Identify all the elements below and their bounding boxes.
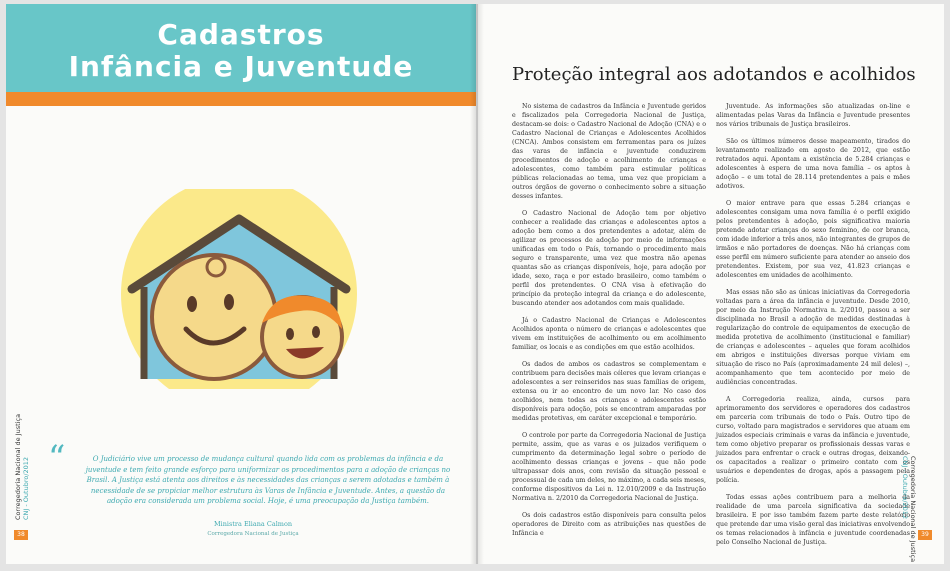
right-running-head bbox=[901, 456, 917, 562]
paragraph: São os últimos números desse mapeamento, tirados do levantamento realizado em agosto de 2012, que estão retratados aqui. Apontam a existência de 5.284 crianças e adolescentes à espera de uma nova família – os aptos à adoção – e um total de 28.114 pretendentes a pais e mães adotivos. bbox=[716, 138, 910, 190]
author-name: Ministra Eliana Calmon bbox=[213, 520, 293, 528]
article-column-2 bbox=[716, 102, 910, 555]
page-number-right: 39 bbox=[918, 530, 932, 540]
pull-quote: O Judiciário vive um processo de mudança cultural quando lida com os problemas da infância e da juventude e tem feito grande esforço para uniformizar os procedimentos para a adoção de crianças no Brasil. A Justiça está atenta aos direitos e às necessidades das crianças a serem adotadas e também à necessidade de se propiciar melhor estrutura às Varas de Infância e Juventude. Antes, a questão da adoção era considerada um problema social. Hoje, é uma preocupação da Justiça também. bbox=[85, 455, 451, 506]
article-title: Proteção integral aos adotandos e acolhidos bbox=[512, 64, 916, 85]
paragraph: Todas essas ações contribuem para a melhoria da realidade de uma parcela significativa da sociedade brasileira. E por isso também fazem parte deste relatório que pretende dar uma visão geral das iniciativas envolvendo os temas relacionados à infância e juventude coordenadas pelo Conselho Nacional de Justiça. bbox=[716, 494, 910, 546]
paragraph: Já o Cadastro Nacional de Crianças e Adolescentes Acolhidos aponta o número de crianças e adolescentes que vivem em instituições de acolhimento ou em acolhimento familiar, os locais e as condições em que estão acolhidos. bbox=[512, 317, 706, 351]
paragraph: Juventude. As informações são atualizadas on-line e alimentadas pelas Varas da Infância e Juventude presentes nos vários tribunais de Justiça brasileiros. bbox=[716, 103, 910, 128]
paragraph: No sistema de cadastros da Infância e Juventude geridos e fiscalizados pela Corregedoria Nacional de Justiça, destacam-se dois: o Cadastro Nacional de Adoção (CNA) e o Cadastro Nacional de Crianças e Adolescentes Acolhidos (CNCA). Ambos consistem em ferramentas para os juízes das varas de infância e juventude conduzirem procedimentos de adoção e acolhimento de crianças e adolescentes, como também para estimular políticas públicas relacionadas ao tema, uma vez que propiciam a outros órgãos de governo o conhecimento sobre a situação desses infantes. bbox=[512, 103, 706, 200]
banner-stripe bbox=[6, 92, 476, 106]
paragraph: O controle por parte da Corregedoria Nacional de Justiça permite, assim, que as varas e os juizados verifiquem o cumprimento da determinação legal sobre o período de acolhimento dessas crianças e jovens – que não pode ultrapassar dois anos, com revisão da situação pessoal e processual de cada um deles, no máximo, a cada seis meses, conforme dispositivos da Lei n. 12.010/2009 e da Instrução Normativa n. 2/2010 da Corregedoria Nacional de Justiça. bbox=[512, 432, 706, 502]
paragraph: O Cadastro Nacional de Adoção tem por objetivo conhecer a realidade das crianças e adolescentes aptos a adoção bem como a dos pretendentes a adotar, além de agilizar os processos de adoção por meio de informações unificadas em todo o País, tornando o procedimento mais seguro e transparente, uma vez que mostra não apenas quantas são as crianças disponíveis, hoje, para adoção por idade, sexo, raça e por estado brasileiro, como também o perfil dos pretendentes. O CNA visa à efetivação do princípio da proteção integral da criança e do adolescente, buscando atender aos adotandos com mais qualidade. bbox=[512, 210, 706, 307]
author-role: Corregedora Nacional de Justiça bbox=[207, 531, 299, 537]
running-head-subtitle: CNJ - Outubro/2012 bbox=[22, 456, 30, 520]
gutter-shadow bbox=[470, 4, 484, 564]
left-page bbox=[6, 4, 476, 564]
running-head-title: Corregedoria Nacional de Justiça bbox=[14, 413, 22, 520]
article-column-1 bbox=[512, 102, 706, 546]
left-running-head bbox=[14, 414, 30, 520]
running-head-subtitle: CNJ - Outubro/2012 bbox=[901, 456, 909, 520]
page-number-left: 38 bbox=[14, 530, 28, 540]
paragraph: A Corregedoria realiza, ainda, cursos para aprimoramento dos servidores e operadores dos cadastros em parceria com tribunais de todo o País. Outro tipo de curso, voltado para magistrados e servidores que atuam em juizados especiais criminais e varas da infância e juventude, tem como objetivo preparar os profissionais dessas varas e juizados para enfrentar o crack e outras drogas, deixando-os capacitados a realizar o primeiro contato com os usuários e dependentes de drogas, após a passagem pela polícia. bbox=[716, 396, 910, 484]
quote-mark-icon: “ bbox=[48, 438, 66, 478]
title-banner bbox=[6, 4, 476, 92]
banner-title-line1: Cadastros bbox=[157, 18, 325, 51]
paragraph: Os dados de ambos os cadastros se complementam e contribuem para decisões mais céleres que levam crianças e adolescentes a ser reinseridos nas suas famílias de origem, extensa ou ir ao encontro de um novo lar. No caso dos acolhidos, nem todas as crianças e adolescentes estão disponíveis para adoção, pois se encontram amparadas por medidas protetivas, em caráter excepcional e temporário. bbox=[512, 361, 706, 422]
paragraph: Mas essas não são as únicas iniciativas da Corregedoria voltadas para a área da infância e juventude. Desde 2010, por meio da Instrução Normativa n. 2/2010, passou a ser disciplinada no Brasil a adoção de medidas destinadas à regularização do controle de equipamentos de execução de medida protetiva de acolhimento (institucional e familiar) de crianças e adolescentes – aqueles que foram acolhidos em abrigos e instituições diversas porque viviam em situação de risco no País (aproximadamente 24 mil deles) –, acompanhamento que tem acontecido por meio de audiências concentradas. bbox=[716, 289, 910, 386]
paragraph: Os dois cadastros estão disponíveis para consulta pelos operadores de Direito com as atribuições nas questões de Infância e bbox=[512, 512, 706, 537]
banner-title-line2: Infância e Juventude bbox=[68, 50, 414, 83]
quote-author bbox=[178, 519, 328, 539]
running-head-title: Corregedoria Nacional de Justiça bbox=[909, 456, 917, 563]
family-illustration bbox=[104, 189, 374, 389]
paragraph: O maior entrave para que essas 5.284 crianças e adolescentes consigam uma nova família é o perfil exigido pelos pretendentes à adoção, pois significativa maioria pretende adotar crianças do sexo feminino, de cor branca, com idade inferior a três anos, não integrantes de grupos de irmãos e não portadores de doenças. Não há crianças com esse perfil em número suficiente para atender ao anseio dos pretendentes. Existem, por sua vez, 41.823 crianças e adolescentes em unidades de acolhimento. bbox=[716, 200, 910, 279]
